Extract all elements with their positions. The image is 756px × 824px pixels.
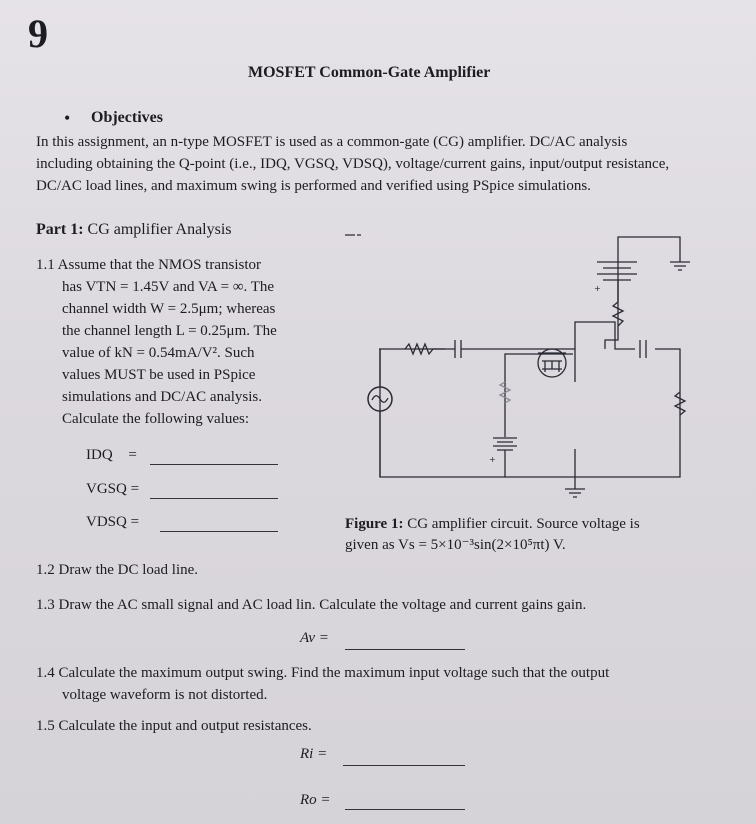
q1-1-line: 1.1 Assume that the NMOS transistor (36, 257, 261, 273)
figure-caption-text: CG amplifier circuit. Source voltage is (407, 516, 640, 532)
drain-dc-supply (597, 262, 637, 302)
ri-label: Ri = (300, 746, 328, 762)
av-label: Av = (300, 630, 329, 646)
ac-voltage-source (368, 349, 392, 477)
output-capacitor (640, 340, 646, 358)
av-answer-blank[interactable] (345, 648, 465, 650)
ground-symbols (565, 262, 690, 497)
part1-text: CG amplifier Analysis (87, 221, 232, 238)
objectives-heading: Objectives (91, 109, 163, 126)
vdsq-label: VDSQ (86, 514, 127, 530)
objectives-paragraph (36, 131, 736, 197)
svg-text:+: + (489, 455, 496, 464)
figure-caption (345, 514, 640, 556)
wires (379, 237, 680, 477)
vgsq-equals: = (130, 481, 140, 497)
page-title: MOSFET Common-Gate Amplifier (248, 64, 491, 81)
ri-answer-blank[interactable] (343, 764, 465, 766)
cg-amplifier-circuit (335, 222, 715, 512)
question-1-4 (36, 662, 609, 706)
objectives-line: In this assignment, an n-type MOSFET is used as a common-gate (CG) amplifier. DC/AC analysis (36, 134, 628, 150)
gate-dc-supply (493, 422, 517, 477)
q1-1-line: has VTN = 1.45V and VA = ∞. The (62, 279, 275, 295)
q1-1-line: simulations and DC/AC analysis. (62, 389, 262, 405)
vdsq-equals: = (130, 514, 140, 530)
ro-answer-blank[interactable] (345, 808, 465, 810)
idq-label: IDQ (86, 447, 113, 463)
idq-answer-blank[interactable] (150, 463, 278, 465)
q1-1-line: value of kN = 0.54mA/V². Such (62, 345, 255, 361)
ro-label: Ro = (300, 792, 331, 808)
vdsq-field (86, 514, 139, 531)
question-1-1 (36, 254, 277, 430)
question-1-2: 1.2 Draw the DC load line. (36, 562, 199, 578)
page-number: 9 (28, 11, 48, 56)
objectives-line: including obtaining the Q-point (i.e., IDQ, VGSQ, VDSQ), voltage/current gains, input/output resistance, (36, 156, 670, 172)
vgsq-label: VGSQ (86, 481, 127, 497)
q1-1-line: values MUST be used in PSpice (62, 367, 256, 383)
question-1-3: 1.3 Draw the AC small signal and AC load lin. Calculate the voltage and current gains gain. (36, 597, 587, 613)
objectives-bullet: • (64, 108, 71, 128)
q1-1-line: the channel length L = 0.25μm. The (62, 323, 277, 339)
objectives-line: DC/AC load lines, and maximum swing is performed and verified using PSpice simulations. (36, 178, 591, 194)
q1-4-line: 1.4 Calculate the maximum output swing. Find the maximum input voltage such that the output (36, 665, 610, 681)
vgsq-field (86, 481, 139, 498)
part1-heading (36, 221, 232, 239)
vgsq-answer-blank[interactable] (150, 497, 278, 499)
q1-1-line: Calculate the following values: (62, 411, 250, 427)
idq-field (86, 447, 137, 464)
q1-4-line: voltage waveform is not distorted. (62, 687, 268, 703)
supply-polarity-marks (489, 284, 601, 464)
part1-label: Part 1: (36, 221, 84, 238)
question-1-5: 1.5 Calculate the input and output resistances. (36, 718, 312, 734)
figure-label: Figure 1: (345, 516, 404, 532)
input-capacitor (455, 340, 475, 358)
svg-text:+: + (594, 284, 601, 293)
vdsq-answer-blank[interactable] (160, 530, 278, 532)
figure-caption-text-2: given as Vs = 5×10⁻³sin(2×10⁵πt) V. (345, 537, 566, 553)
idq-equals: = (128, 447, 137, 463)
q1-1-line: channel width W = 2.5μm; whereas (62, 301, 276, 317)
mosfet (538, 349, 566, 377)
